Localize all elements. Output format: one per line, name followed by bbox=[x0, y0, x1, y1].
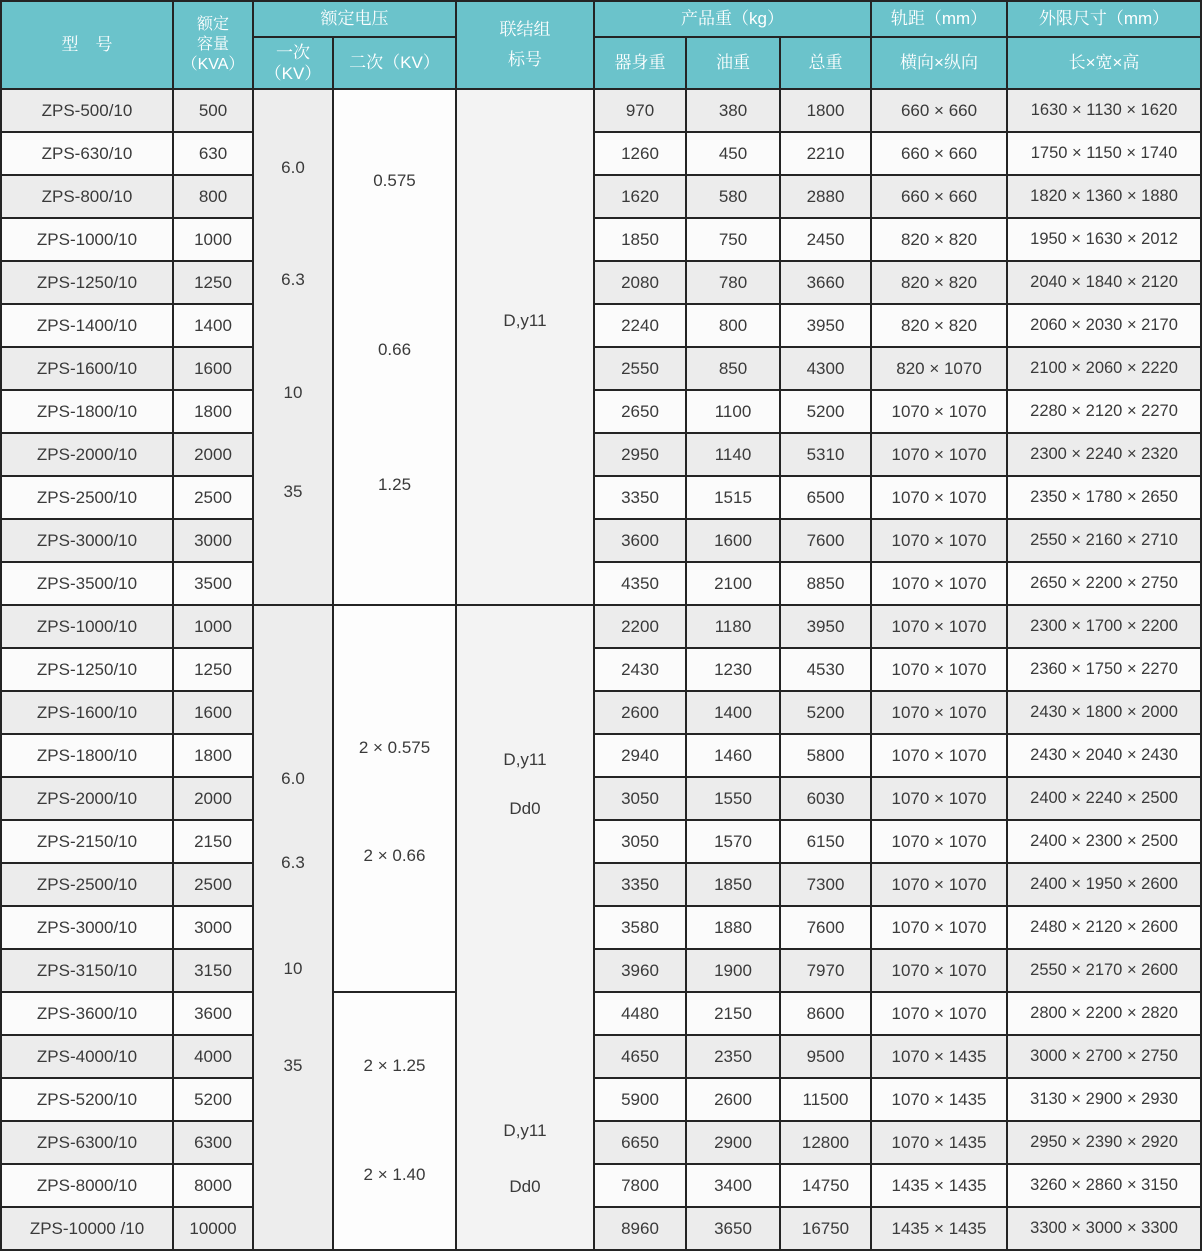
table-row bbox=[1, 261, 1201, 304]
gauge-cell: 1070 × 1070 bbox=[871, 433, 1007, 476]
gauge-cell: 1070 × 1070 bbox=[871, 863, 1007, 906]
header-gauge-sub: 横向×纵向 bbox=[871, 37, 1007, 89]
header-voltage-group: 额定电压 bbox=[253, 1, 456, 37]
header-primary-line2: （KV） bbox=[264, 64, 322, 83]
oil-weight-cell: 1230 bbox=[686, 648, 780, 691]
secondary-voltage-cell-value: 2 × 1.40 bbox=[363, 1164, 426, 1184]
gauge-cell: 1070 × 1070 bbox=[871, 562, 1007, 605]
primary-voltage-cell-value: 10 bbox=[283, 383, 303, 403]
oil-weight-cell: 1850 bbox=[686, 863, 780, 906]
model-cell: ZPS-500/10 bbox=[1, 89, 173, 132]
gauge-cell: 1070 × 1435 bbox=[871, 1121, 1007, 1164]
primary-voltage-cell bbox=[253, 605, 333, 1250]
model-cell: ZPS-1250/10 bbox=[1, 648, 173, 691]
header-capacity-line3: （KVA） bbox=[181, 56, 245, 73]
total-weight-cell: 7600 bbox=[780, 519, 871, 562]
secondary-voltage-cell-value: 0.575 bbox=[373, 170, 416, 190]
total-weight-cell: 8850 bbox=[780, 562, 871, 605]
gauge-cell: 1435 × 1435 bbox=[871, 1164, 1007, 1207]
header-weight-group: 产品重（kg） bbox=[594, 1, 871, 37]
header-vector-line2: 标号 bbox=[508, 50, 542, 69]
table-row bbox=[1, 304, 1201, 347]
body-weight-cell: 4650 bbox=[594, 1035, 686, 1078]
body-weight-cell: 8960 bbox=[594, 1207, 686, 1250]
oil-weight-cell: 1880 bbox=[686, 906, 780, 949]
model-cell: ZPS-6300/10 bbox=[1, 1121, 173, 1164]
table-row bbox=[1, 906, 1201, 949]
body-weight-cell: 1260 bbox=[594, 132, 686, 175]
table-row bbox=[1, 1164, 1201, 1207]
dims-cell: 3260 × 2860 × 3150 bbox=[1007, 1164, 1201, 1207]
table-row bbox=[1, 949, 1201, 992]
gauge-cell: 1070 × 1435 bbox=[871, 1078, 1007, 1121]
model-cell: ZPS-2500/10 bbox=[1, 863, 173, 906]
gauge-cell: 1070 × 1070 bbox=[871, 820, 1007, 863]
total-weight-cell: 3950 bbox=[780, 304, 871, 347]
capacity-cell: 3000 bbox=[173, 519, 253, 562]
body-weight-cell: 2080 bbox=[594, 261, 686, 304]
capacity-cell: 3500 bbox=[173, 562, 253, 605]
gauge-cell: 1070 × 1070 bbox=[871, 390, 1007, 433]
oil-weight-cell: 850 bbox=[686, 347, 780, 390]
header-vector-group bbox=[456, 1, 594, 89]
model-cell: ZPS-3000/10 bbox=[1, 519, 173, 562]
model-cell: ZPS-3500/10 bbox=[1, 562, 173, 605]
vector-group-cell-value: D,y11 bbox=[503, 311, 547, 331]
header-weight-total: 总重 bbox=[780, 37, 871, 89]
secondary-voltage-cell-value: 1.25 bbox=[377, 475, 412, 495]
capacity-cell: 1250 bbox=[173, 261, 253, 304]
model-cell: ZPS-10000 /10 bbox=[1, 1207, 173, 1250]
capacity-cell: 6300 bbox=[173, 1121, 253, 1164]
gauge-cell: 1070 × 1070 bbox=[871, 691, 1007, 734]
capacity-cell: 1250 bbox=[173, 648, 253, 691]
table-row bbox=[1, 433, 1201, 476]
oil-weight-cell: 1570 bbox=[686, 820, 780, 863]
total-weight-cell: 8600 bbox=[780, 992, 871, 1035]
dims-cell: 2480 × 2120 × 2600 bbox=[1007, 906, 1201, 949]
header-capacity-line1: 额定 bbox=[196, 16, 229, 33]
model-cell: ZPS-3150/10 bbox=[1, 949, 173, 992]
dims-cell: 2300 × 1700 × 2200 bbox=[1007, 605, 1201, 648]
oil-weight-cell: 800 bbox=[686, 304, 780, 347]
model-cell: ZPS-3000/10 bbox=[1, 906, 173, 949]
dims-cell: 3130 × 2900 × 2930 bbox=[1007, 1078, 1201, 1121]
gauge-cell: 820 × 820 bbox=[871, 261, 1007, 304]
oil-weight-cell: 2600 bbox=[686, 1078, 780, 1121]
capacity-cell: 1600 bbox=[173, 347, 253, 390]
dims-cell: 2800 × 2200 × 2820 bbox=[1007, 992, 1201, 1035]
body-weight-cell: 3600 bbox=[594, 519, 686, 562]
gauge-cell: 820 × 1070 bbox=[871, 347, 1007, 390]
body-weight-cell: 5900 bbox=[594, 1078, 686, 1121]
oil-weight-cell: 1140 bbox=[686, 433, 780, 476]
primary-voltage-cell-value: 6.0 bbox=[281, 158, 305, 178]
dims-cell: 2100 × 2060 × 2220 bbox=[1007, 347, 1201, 390]
body-weight-cell: 7800 bbox=[594, 1164, 686, 1207]
table-row bbox=[1, 1035, 1201, 1078]
table-row bbox=[1, 691, 1201, 734]
model-cell: ZPS-2000/10 bbox=[1, 433, 173, 476]
body-weight-cell: 3960 bbox=[594, 949, 686, 992]
capacity-cell: 1800 bbox=[173, 390, 253, 433]
vector-group-cell bbox=[456, 89, 594, 605]
table-row bbox=[1, 132, 1201, 175]
dims-cell: 3300 × 3000 × 3300 bbox=[1007, 1207, 1201, 1250]
table-row bbox=[1, 820, 1201, 863]
oil-weight-cell: 2350 bbox=[686, 1035, 780, 1078]
secondary-voltage-cell-value: 2 × 0.66 bbox=[363, 846, 426, 866]
oil-weight-cell: 2100 bbox=[686, 562, 780, 605]
total-weight-cell: 2450 bbox=[780, 218, 871, 261]
total-weight-cell: 3950 bbox=[780, 605, 871, 648]
vector-group-cell-value: Dd0 bbox=[509, 1177, 541, 1197]
dims-cell: 2400 × 2300 × 2500 bbox=[1007, 820, 1201, 863]
vector-group-cell bbox=[456, 605, 594, 1250]
dims-cell: 2950 × 2390 × 2920 bbox=[1007, 1121, 1201, 1164]
model-cell: ZPS-1250/10 bbox=[1, 261, 173, 304]
capacity-cell: 2000 bbox=[173, 433, 253, 476]
capacity-cell: 1000 bbox=[173, 605, 253, 648]
total-weight-cell: 1800 bbox=[780, 89, 871, 132]
gauge-cell: 660 × 660 bbox=[871, 175, 1007, 218]
total-weight-cell: 6030 bbox=[780, 777, 871, 820]
body-weight-cell: 3050 bbox=[594, 820, 686, 863]
dims-cell: 2430 × 1800 × 2000 bbox=[1007, 691, 1201, 734]
table-row bbox=[1, 777, 1201, 820]
dims-cell: 2550 × 2170 × 2600 bbox=[1007, 949, 1201, 992]
oil-weight-cell: 1900 bbox=[686, 949, 780, 992]
oil-weight-cell: 1515 bbox=[686, 476, 780, 519]
dims-cell: 2400 × 2240 × 2500 bbox=[1007, 777, 1201, 820]
oil-weight-cell: 380 bbox=[686, 89, 780, 132]
total-weight-cell: 5310 bbox=[780, 433, 871, 476]
header-capacity-line2: 容量 bbox=[196, 36, 229, 53]
table-row bbox=[1, 562, 1201, 605]
oil-weight-cell: 1550 bbox=[686, 777, 780, 820]
body-weight-cell: 1620 bbox=[594, 175, 686, 218]
gauge-cell: 1070 × 1435 bbox=[871, 1035, 1007, 1078]
vector-group-cell-value: D,y11 bbox=[503, 750, 547, 770]
gauge-cell: 660 × 660 bbox=[871, 132, 1007, 175]
gauge-cell: 1435 × 1435 bbox=[871, 1207, 1007, 1250]
capacity-cell: 2500 bbox=[173, 476, 253, 519]
body-weight-cell: 2650 bbox=[594, 390, 686, 433]
dims-cell: 2280 × 2120 × 2270 bbox=[1007, 390, 1201, 433]
table-row bbox=[1, 863, 1201, 906]
total-weight-cell: 7600 bbox=[780, 906, 871, 949]
model-cell: ZPS-4000/10 bbox=[1, 1035, 173, 1078]
model-cell: ZPS-1600/10 bbox=[1, 347, 173, 390]
table-header bbox=[1, 1, 1201, 89]
gauge-cell: 1070 × 1070 bbox=[871, 648, 1007, 691]
capacity-cell: 1600 bbox=[173, 691, 253, 734]
total-weight-cell: 11500 bbox=[780, 1078, 871, 1121]
secondary-voltage-cell bbox=[333, 89, 456, 605]
dims-cell: 2550 × 2160 × 2710 bbox=[1007, 519, 1201, 562]
vector-group-cell-value: Dd0 bbox=[509, 798, 541, 818]
oil-weight-cell: 1400 bbox=[686, 691, 780, 734]
capacity-cell: 1400 bbox=[173, 304, 253, 347]
dims-cell: 1750 × 1150 × 1740 bbox=[1007, 132, 1201, 175]
body-weight-cell: 3580 bbox=[594, 906, 686, 949]
capacity-cell: 2500 bbox=[173, 863, 253, 906]
header-weight-oil: 油重 bbox=[686, 37, 780, 89]
model-cell: ZPS-1600/10 bbox=[1, 691, 173, 734]
total-weight-cell: 4300 bbox=[780, 347, 871, 390]
table-row bbox=[1, 347, 1201, 390]
oil-weight-cell: 1460 bbox=[686, 734, 780, 777]
header-secondary-voltage: 二次（KV） bbox=[333, 37, 456, 89]
model-cell: ZPS-800/10 bbox=[1, 175, 173, 218]
body-weight-cell: 3350 bbox=[594, 863, 686, 906]
oil-weight-cell: 1180 bbox=[686, 605, 780, 648]
table-row bbox=[1, 1121, 1201, 1164]
total-weight-cell: 5200 bbox=[780, 691, 871, 734]
header-model: 型 号 bbox=[1, 1, 173, 89]
primary-voltage-cell-value: 10 bbox=[283, 959, 303, 979]
gauge-cell: 1070 × 1070 bbox=[871, 949, 1007, 992]
body-weight-cell: 2430 bbox=[594, 648, 686, 691]
total-weight-cell: 16750 bbox=[780, 1207, 871, 1250]
table-row bbox=[1, 89, 1201, 132]
model-cell: ZPS-2000/10 bbox=[1, 777, 173, 820]
capacity-cell: 630 bbox=[173, 132, 253, 175]
body-weight-cell: 4480 bbox=[594, 992, 686, 1035]
dims-cell: 1630 × 1130 × 1620 bbox=[1007, 89, 1201, 132]
oil-weight-cell: 580 bbox=[686, 175, 780, 218]
table-row bbox=[1, 648, 1201, 691]
oil-weight-cell: 1600 bbox=[686, 519, 780, 562]
secondary-voltage-cell-value: 2 × 1.25 bbox=[363, 1056, 426, 1076]
capacity-cell: 500 bbox=[173, 89, 253, 132]
capacity-cell: 3600 bbox=[173, 992, 253, 1035]
header-gauge-group: 轨距（mm） bbox=[871, 1, 1007, 37]
header-dims-sub: 长×宽×高 bbox=[1007, 37, 1201, 89]
dims-cell: 2430 × 2040 × 2430 bbox=[1007, 734, 1201, 777]
oil-weight-cell: 3650 bbox=[686, 1207, 780, 1250]
vector-group-cell-value: D,y11 bbox=[503, 1120, 547, 1140]
table-row bbox=[1, 1207, 1201, 1250]
gauge-cell: 1070 × 1070 bbox=[871, 777, 1007, 820]
capacity-cell: 3150 bbox=[173, 949, 253, 992]
total-weight-cell: 7300 bbox=[780, 863, 871, 906]
dims-cell: 1820 × 1360 × 1880 bbox=[1007, 175, 1201, 218]
header-dims-group: 外限尺寸（mm） bbox=[1007, 1, 1201, 37]
header-primary-voltage bbox=[253, 37, 333, 89]
header-primary-line1: 一次 bbox=[276, 42, 310, 62]
dims-cell: 2060 × 2030 × 2170 bbox=[1007, 304, 1201, 347]
gauge-cell: 1070 × 1070 bbox=[871, 992, 1007, 1035]
total-weight-cell: 6500 bbox=[780, 476, 871, 519]
model-cell: ZPS-2500/10 bbox=[1, 476, 173, 519]
gauge-cell: 820 × 820 bbox=[871, 304, 1007, 347]
table-row bbox=[1, 390, 1201, 433]
header-capacity bbox=[173, 1, 253, 89]
total-weight-cell: 3660 bbox=[780, 261, 871, 304]
dims-cell: 2040 × 1840 × 2120 bbox=[1007, 261, 1201, 304]
capacity-cell: 8000 bbox=[173, 1164, 253, 1207]
table-row bbox=[1, 476, 1201, 519]
capacity-cell: 5200 bbox=[173, 1078, 253, 1121]
header-weight-body: 器身重 bbox=[594, 37, 686, 89]
body-weight-cell: 3050 bbox=[594, 777, 686, 820]
model-cell: ZPS-2150/10 bbox=[1, 820, 173, 863]
secondary-voltage-cell-value: 0.66 bbox=[377, 339, 412, 359]
primary-voltage-cell-value: 6.3 bbox=[281, 853, 305, 873]
total-weight-cell: 5800 bbox=[780, 734, 871, 777]
total-weight-cell: 5200 bbox=[780, 390, 871, 433]
body-weight-cell: 2950 bbox=[594, 433, 686, 476]
capacity-cell: 1800 bbox=[173, 734, 253, 777]
oil-weight-cell: 450 bbox=[686, 132, 780, 175]
table-body bbox=[1, 89, 1201, 1250]
oil-weight-cell: 1100 bbox=[686, 390, 780, 433]
body-weight-cell: 1850 bbox=[594, 218, 686, 261]
capacity-cell: 1000 bbox=[173, 218, 253, 261]
table-row bbox=[1, 992, 1201, 1035]
capacity-cell: 4000 bbox=[173, 1035, 253, 1078]
dims-cell: 1950 × 1630 × 2012 bbox=[1007, 218, 1201, 261]
model-cell: ZPS-1800/10 bbox=[1, 734, 173, 777]
table-row bbox=[1, 734, 1201, 777]
gauge-cell: 1070 × 1070 bbox=[871, 734, 1007, 777]
dims-cell: 2350 × 1780 × 2650 bbox=[1007, 476, 1201, 519]
secondary-voltage-cell bbox=[333, 992, 456, 1250]
body-weight-cell: 2550 bbox=[594, 347, 686, 390]
total-weight-cell: 14750 bbox=[780, 1164, 871, 1207]
gauge-cell: 1070 × 1070 bbox=[871, 519, 1007, 562]
total-weight-cell: 12800 bbox=[780, 1121, 871, 1164]
oil-weight-cell: 780 bbox=[686, 261, 780, 304]
total-weight-cell: 9500 bbox=[780, 1035, 871, 1078]
body-weight-cell: 6650 bbox=[594, 1121, 686, 1164]
body-weight-cell: 2240 bbox=[594, 304, 686, 347]
table-row bbox=[1, 175, 1201, 218]
total-weight-cell: 4530 bbox=[780, 648, 871, 691]
secondary-voltage-cell bbox=[333, 605, 456, 992]
model-cell: ZPS-1000/10 bbox=[1, 605, 173, 648]
body-weight-cell: 2940 bbox=[594, 734, 686, 777]
model-cell: ZPS-1000/10 bbox=[1, 218, 173, 261]
dims-cell: 2360 × 1750 × 2270 bbox=[1007, 648, 1201, 691]
table-row bbox=[1, 1078, 1201, 1121]
gauge-cell: 1070 × 1070 bbox=[871, 906, 1007, 949]
secondary-voltage-cell-value: 2 × 0.575 bbox=[358, 738, 431, 758]
primary-voltage-cell-value: 6.0 bbox=[281, 768, 305, 788]
capacity-cell: 10000 bbox=[173, 1207, 253, 1250]
body-weight-cell: 4350 bbox=[594, 562, 686, 605]
total-weight-cell: 2210 bbox=[780, 132, 871, 175]
model-cell: ZPS-1400/10 bbox=[1, 304, 173, 347]
table-row bbox=[1, 605, 1201, 648]
capacity-cell: 2150 bbox=[173, 820, 253, 863]
total-weight-cell: 7970 bbox=[780, 949, 871, 992]
body-weight-cell: 3350 bbox=[594, 476, 686, 519]
primary-voltage-cell-value: 35 bbox=[283, 481, 303, 501]
model-cell: ZPS-3600/10 bbox=[1, 992, 173, 1035]
capacity-cell: 2000 bbox=[173, 777, 253, 820]
total-weight-cell: 6150 bbox=[780, 820, 871, 863]
oil-weight-cell: 2900 bbox=[686, 1121, 780, 1164]
gauge-cell: 1070 × 1070 bbox=[871, 476, 1007, 519]
table-row bbox=[1, 218, 1201, 261]
oil-weight-cell: 3400 bbox=[686, 1164, 780, 1207]
dims-cell: 2400 × 1950 × 2600 bbox=[1007, 863, 1201, 906]
table-row bbox=[1, 519, 1201, 562]
primary-voltage-cell-value: 35 bbox=[283, 1055, 303, 1075]
total-weight-cell: 2880 bbox=[780, 175, 871, 218]
body-weight-cell: 2600 bbox=[594, 691, 686, 734]
oil-weight-cell: 750 bbox=[686, 218, 780, 261]
dims-cell: 2650 × 2200 × 2750 bbox=[1007, 562, 1201, 605]
body-weight-cell: 2200 bbox=[594, 605, 686, 648]
primary-voltage-cell-value: 6.3 bbox=[281, 270, 305, 290]
model-cell: ZPS-5200/10 bbox=[1, 1078, 173, 1121]
model-cell: ZPS-630/10 bbox=[1, 132, 173, 175]
model-cell: ZPS-1800/10 bbox=[1, 390, 173, 433]
gauge-cell: 1070 × 1070 bbox=[871, 605, 1007, 648]
primary-voltage-cell bbox=[253, 89, 333, 605]
capacity-cell: 3000 bbox=[173, 906, 253, 949]
oil-weight-cell: 2150 bbox=[686, 992, 780, 1035]
gauge-cell: 820 × 820 bbox=[871, 218, 1007, 261]
dims-cell: 2300 × 2240 × 2320 bbox=[1007, 433, 1201, 476]
capacity-cell: 800 bbox=[173, 175, 253, 218]
dims-cell: 3000 × 2700 × 2750 bbox=[1007, 1035, 1201, 1078]
model-cell: ZPS-8000/10 bbox=[1, 1164, 173, 1207]
header-vector-line1: 联结组 bbox=[499, 20, 551, 40]
body-weight-cell: 970 bbox=[594, 89, 686, 132]
gauge-cell: 660 × 660 bbox=[871, 89, 1007, 132]
